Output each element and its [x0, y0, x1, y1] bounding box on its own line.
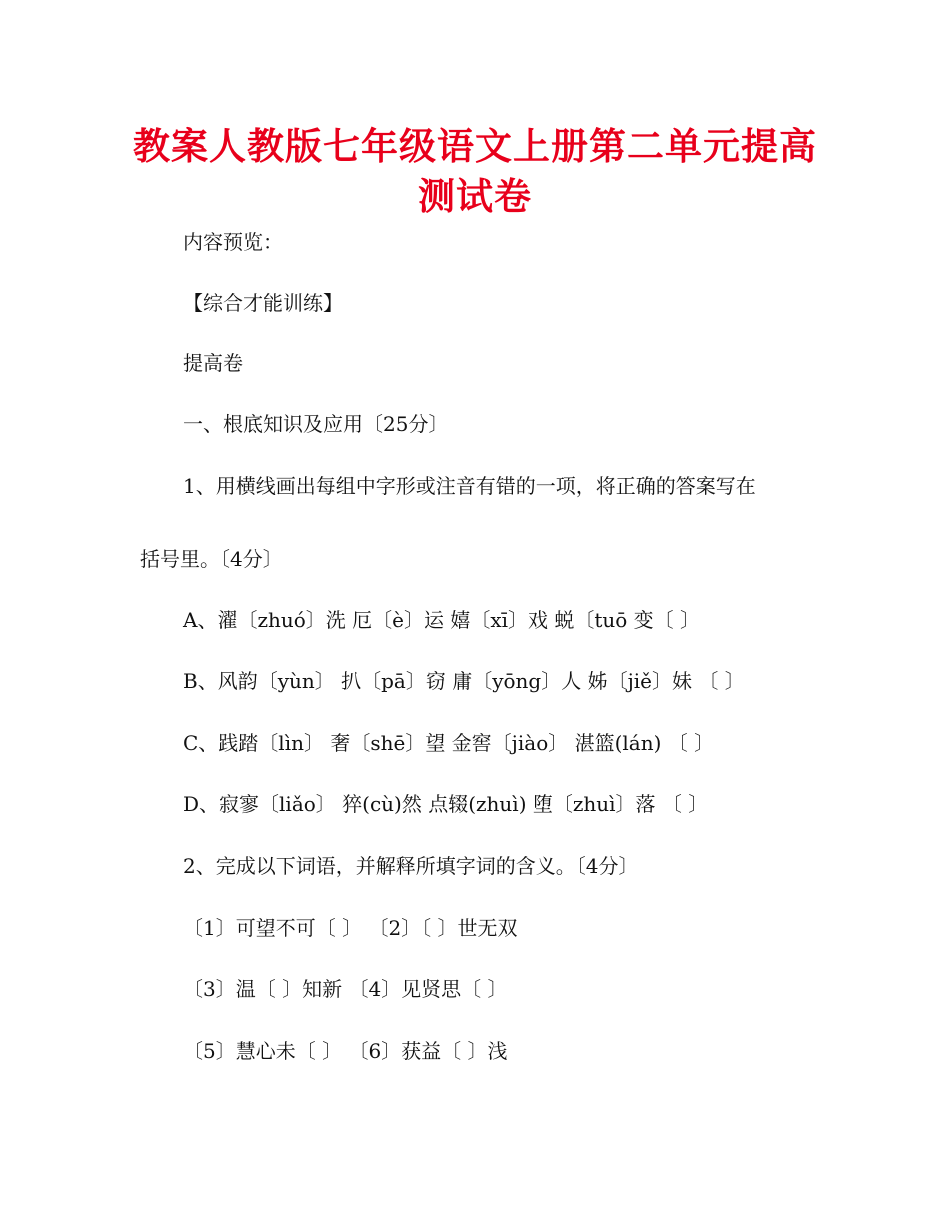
question-2-items-1-2: 〔1〕可望不可〔 〕 〔2〕〔 〕世无双 — [183, 916, 518, 940]
question-2-items-3-4: 〔3〕温〔 〕知新 〔4〕见贤思〔 〕 — [183, 977, 508, 1001]
question-2-text: 2、完成以下词语，并解释所填字词的含义。〔4分〕 — [183, 854, 639, 878]
question-1-text-continued: 括号里。〔4分〕 — [140, 547, 283, 571]
option-c: C、践踏〔lìn〕 奢〔shē〕望 金窖〔jiào〕 湛篮(lán) 〔 〕 — [183, 731, 715, 755]
option-a: A、濯〔zhuó〕洗 厄〔è〕运 嬉〔xī〕戏 蜕〔tuō 变〔 〕 — [183, 608, 701, 632]
option-b: B、风韵〔yùn〕 扒〔pā〕窃 庸〔yōng〕人 姊〔jiě〕妹 〔 〕 — [183, 669, 745, 693]
part-one-heading: 一、根底知识及应用〔25分〕 — [183, 412, 449, 436]
question-1-text: 1、用横线画出每组中字形或注音有错的一项，将正确的答案写在 — [183, 474, 756, 498]
section-heading: 【综合才能训练】 — [183, 291, 343, 315]
question-2-items-5-6: 〔5〕慧心未〔 〕 〔6〕获益〔 〕浅 — [183, 1039, 508, 1063]
option-d: D、寂寥〔liǎo〕 猝(cù)然 点辍(zhuì) 堕〔zhuì〕落 〔 〕 — [183, 792, 709, 816]
document-title-line-1: 教案人教版七年级语文上册第二单元提高 — [133, 125, 817, 168]
preview-label: 内容预览： — [183, 230, 283, 254]
paper-label: 提高卷 — [183, 351, 243, 375]
document-title-line-2: 测试卷 — [418, 175, 532, 218]
